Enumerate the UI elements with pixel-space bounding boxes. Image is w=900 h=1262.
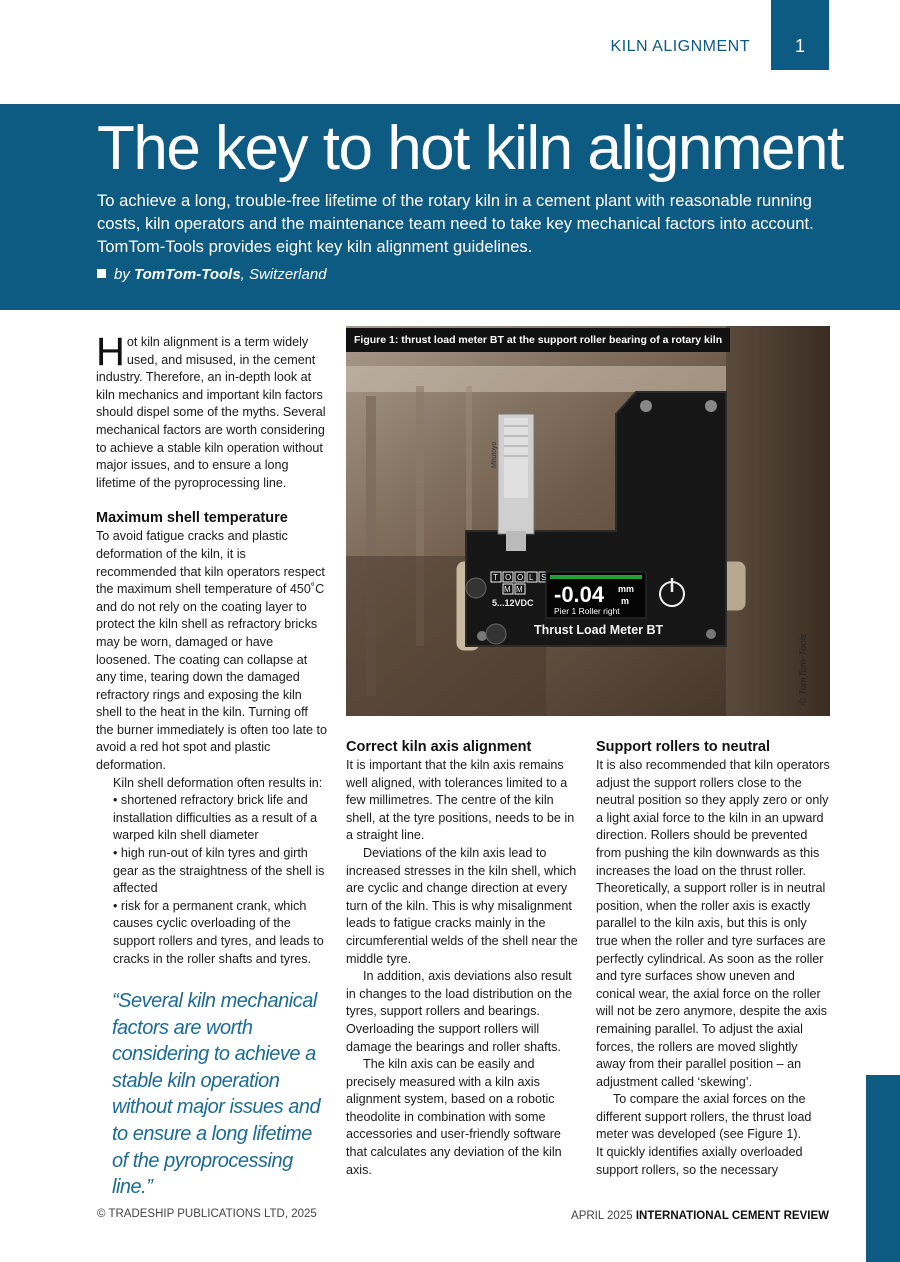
paragraph: It is also recommended that kiln operators adjust the support rollers close to the neutral position so they apply zero or only a light axial force to the kiln in an upward direction. Rollers should be prevented from pushing the kiln downwards as this increases the load on the thrust roller. Theoretically, a support roller is in neutral position, when the roller axis is exactly parallel to the kiln axis, but this is only true when the roller and tyre surfaces are perfectly cylindrical. As soon as the roller and tyre surfaces show uneven and conical wear, the axial force on the roller will not be zero anymore, despite the axis remaining parallel. To adjust the axial forces, the rollers are moved slightly away from their parallel position – an adjustment called ‘skewing’.: [596, 758, 830, 1089]
paragraph-max-shell: To avoid fatigue cracks and plastic deformation of the kiln, it is recommended that kiln operators respect the maximum shell temperature of 450˚C and do not rely on the coating layer to protect the kiln shell as refractory bricks may be worn, damaged or have loosened. The coating can collapse at any time, tearing down the damaged refractory rings and exposing the kiln shell to the heat in the kiln. Turning off the burner immediately is often too late to avoid a red hot spot and plastic deformation.: [96, 529, 328, 773]
footer-issue: [571, 1210, 829, 1222]
paragraph-results: Kiln shell deformation often results in:: [113, 775, 323, 790]
page-number: 1: [771, 0, 829, 70]
figure-photo: [346, 326, 830, 716]
standfirst: To achieve a long, trouble-free lifetime of the rotary kiln in a cement plant with reasonable running costs, kiln operators and the maintenance team need to take key mechanical factors into account. TomTom-Tools provides eight key kiln alignment guidelines.: [97, 191, 814, 256]
device-brand-letter: S: [541, 573, 547, 582]
thrust-load-meter-photo: [346, 326, 830, 716]
device-unit-bottom: m: [621, 596, 630, 606]
figure-credit: © TomTom-Tools: [798, 633, 809, 705]
column-2: [346, 738, 579, 1179]
heading-max-shell-temperature: Maximum shell temperature: [96, 510, 288, 527]
paragraph: It quickly identifies axially overloaded support rollers, so the necessary: [596, 1145, 803, 1177]
section-label: KILN ALIGNMENT: [610, 38, 750, 55]
article-title: The key to hot kiln alignment: [97, 114, 843, 183]
intro-text: ot kiln alignment is a term widely used, and misused, in the cement industry. Therefore, an in-depth look at kiln mechanics and important kiln factors should dispel some of the myths. Several mechanical factors are worth considering to achieve a stable kiln operation without major issues, and to ensure a long lifetime of the pyroprocessing line.: [96, 335, 326, 490]
device-brand-letter: O: [517, 573, 524, 582]
footer-date: APRIL 2025: [571, 1210, 636, 1222]
device-brand-letter: M: [516, 585, 523, 594]
heading-kiln-axis-alignment: Correct kiln axis alignment: [346, 739, 532, 755]
byline-square-icon: [97, 269, 106, 278]
device-unit-top: mm: [618, 584, 635, 594]
device-voltage: 5...12VDC: [492, 598, 534, 608]
intro-paragraph: [96, 330, 328, 492]
pull-quote: “Several kiln mechanical factors are worth considering to achieve a stable kiln operation without major issues and to ensure a long lifetime of the pyroprocessing line.”: [112, 990, 321, 1199]
edge-tab: [866, 1075, 900, 1262]
byline-location: , Switzerland: [240, 266, 327, 283]
device-brand-letter: T: [493, 573, 498, 582]
heading-support-rollers: Support rollers to neutral: [596, 739, 771, 755]
footer-copyright: © TRADESHIP PUBLICATIONS LTD, 2025: [97, 1208, 317, 1220]
bullet-item: • risk for a permanent crank, which causes cyclic overloading of the support rollers and tyres, and leads to cracks in the roller shafts and tyres.: [113, 898, 324, 966]
paragraph: The kiln axis can be easily and precisely measured with a kiln axis alignment system, based on a robotic theodolite in combination with some accessories and user-friendly software that calculates any deviation of the kiln axis.: [346, 1057, 562, 1177]
device-name: Thrust Load Meter BT: [534, 623, 664, 637]
micrometer-brand: Mitutoyo: [491, 441, 498, 468]
byline: [97, 266, 327, 283]
column-1: [96, 330, 328, 968]
device-brand-letter: O: [505, 573, 512, 582]
figure-caption: Figure 1: thrust load meter BT at the support roller bearing of a rotary kiln: [346, 328, 730, 352]
drop-cap: H: [96, 330, 125, 374]
bullet-item: • high run-out of kiln tyres and girth gear as the straightness of the shell is affected: [113, 846, 325, 896]
device-brand-letter: M: [504, 585, 511, 594]
bullet-list: [96, 792, 328, 968]
device-brand-letter: L: [529, 573, 534, 582]
title-banner: [0, 104, 900, 310]
byline-author: TomTom-Tools: [134, 266, 241, 283]
footer-magazine: INTERNATIONAL CEMENT REVIEW: [635, 1210, 829, 1222]
paragraph: To compare the axial forces on the different support rollers, the thrust load meter was developed (see Figure 1).: [596, 1092, 812, 1142]
column-3: [596, 738, 830, 1179]
bullet-item: • shortened refractory brick life and installation difficulties as a result of a warped kiln shell diameter: [113, 793, 318, 843]
device-sublabel: Pier 1 Roller right: [554, 606, 620, 616]
paragraph: It is important that the kiln axis remains well aligned, with tolerances limited to a few millimetres. The centre of the kiln shell, at the tyre positions, needs to be in a straight line.: [346, 758, 575, 843]
byline-prefix: by: [114, 266, 135, 283]
device-reading: -0.04: [554, 582, 605, 607]
paragraph: Deviations of the kiln axis lead to increased stresses in the kiln shell, which are cyclic and change direction at every turn of the kiln. This is why misalignment leads to fatigue cracks mainly in the circumferential welds of the shell near the middle tyre.: [346, 845, 578, 966]
paragraph: In addition, axis deviations also result in changes to the load distribution on the tyres, support rollers and bearings. Overloading the support rollers will damage the bearings and roller shafts.: [346, 969, 573, 1054]
